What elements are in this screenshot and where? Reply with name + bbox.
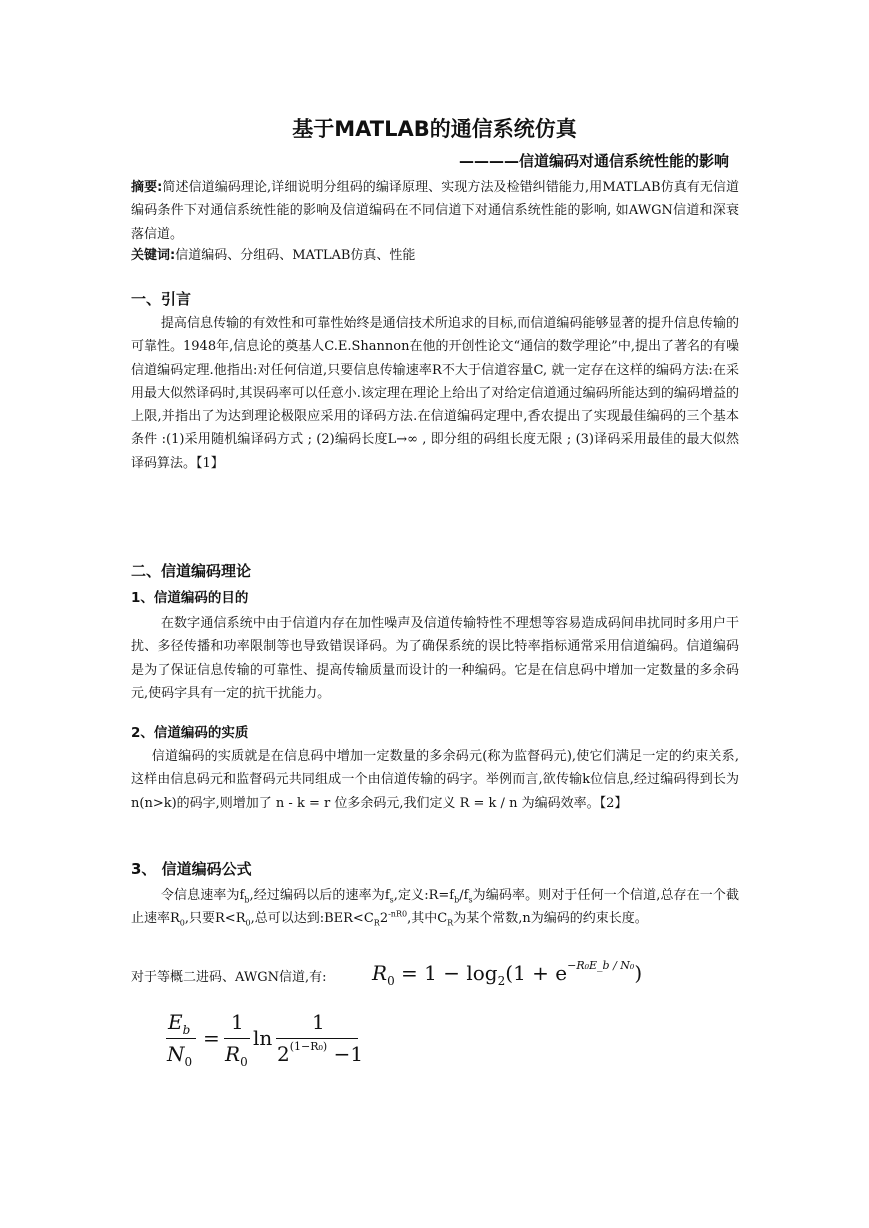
eq2-denominator-n0: $N_0$ (167, 1042, 193, 1069)
keywords-text: 信道编码、分组码、MATLAB仿真、性能 (175, 248, 416, 263)
eq2-fraction-bar-2 (224, 1038, 250, 1039)
equation-cutoff-rate: $R_0 = 1 - \log_2(1 + e^{-R_0E\_b / N_0})$ (372, 959, 643, 988)
eq2-ln: ln (253, 1026, 273, 1050)
eq2-numerator-eb: $E_b$ (168, 1010, 191, 1037)
section-heading-theory: 二、信道编码理论 (131, 562, 252, 580)
intro-paragraph: 提高信息传输的有效性和可靠性始终是通信技术所追求的目标,而信道编码能够显著的提升信息传输的可靠性。1948年,信息论的奠基人C.E.Shannon在他的开创性论文“通信的数学理论”中,提出了著名的有噪信道编码定理.他指出:对任何信道,只要信息传输速率R不大于信道容量C, 就一定存在这样的编码方法:在采用最大似然译码时,其误码率可以任意小.该定理在理论上给出了对给定信道通过编码所能达到的编码增益的上限,并指出了为达到理论极限应采用的译码方法.在信道编码定理中,香农提出了实现最佳编码的三个基本条件 :(1)采用随机编译码方式 ; (2)编码长度L→∞ , 即分组的码组长度无限 ; (3)译码采用最佳的最大似然译码算法。【1】 (131, 316, 739, 471)
eq2-fraction-bar-3 (276, 1038, 358, 1039)
subsection-heading-essence: 2、信道编码的实质 (131, 725, 249, 741)
subsection-heading-formula: 3、 信道编码公式 (131, 860, 252, 878)
document-title: 基于MATLAB的通信系统仿真 (292, 117, 577, 141)
essence-paragraph: 信道编码的实质就是在信息码中增加一定数量的多余码元(称为监督码元),使它们满足一定的约束关系,这样由信息码元和监督码元共同组成一个由信道传输的码字。举例而言,欲传输k位信息,经过编码得到长为n(n>k)的码字,则增加了 n - k = r 位多余码元,我们定义 R = k / n 为编码效率。【2】 (131, 749, 739, 811)
document-subtitle: ————信道编码对通信系统性能的影响 (458, 152, 729, 170)
eq2-fraction-bar-1 (166, 1038, 196, 1039)
eq2-numerator-one: 1 (231, 1010, 244, 1034)
eq2-equals: = (203, 1026, 220, 1050)
eq2-denominator-exp: $2^{(1-R_0)} -1$ (277, 1040, 364, 1066)
formula-paragraph: 令信息速率为$f_b$,经过编码以后的速率为$f_s$,定义$:R=f_b/f_s$为编码率。则对于任何一个信道,总存在一个截止速率$R_0$,只要$R<R_0$,总可以达到$:BER<C_R2^{-nR0}$,其中$C_R$为某个常数,n为编码的约束长度。 (131, 888, 739, 928)
awgn-intro-text: 对于等概二进码、AWGN信道,有: (131, 970, 327, 985)
eq2-numerator-one-b: 1 (312, 1010, 325, 1034)
subsection-heading-purpose: 1、信道编码的目的 (131, 590, 249, 606)
abstract-label: 摘要: (131, 180, 163, 195)
eq2-denominator-r0: $R_0$ (225, 1042, 248, 1069)
keywords (131, 244, 739, 267)
keywords-label: 关键词: (131, 248, 176, 263)
abstract (131, 176, 739, 246)
abstract-text: 简述信道编码理论,详细说明分组码的编译原理、实现方法及检错纠错能力,用MATLAB仿真有无信道编码条件下对通信系统性能的影响及信道编码在不同信道下对通信系统性能的影响, 如AWGN信道和深衰落信道。 (131, 180, 740, 242)
purpose-paragraph: 在数字通信系统中由于信道内存在加性噪声及信道传输特性不理想等容易造成码间串扰同时多用户干扰、多径传播和功率限制等也导致错误译码。为了确保系统的误比特率指标通常采用信道编码。信道编码是为了保证信息传输的可靠性、提高传输质量而设计的一种编码。它是在信息码中增加一定数量的多余码元,使码字具有一定的抗干扰能力。 (131, 616, 739, 701)
section-heading-intro: 一、引言 (131, 290, 192, 308)
